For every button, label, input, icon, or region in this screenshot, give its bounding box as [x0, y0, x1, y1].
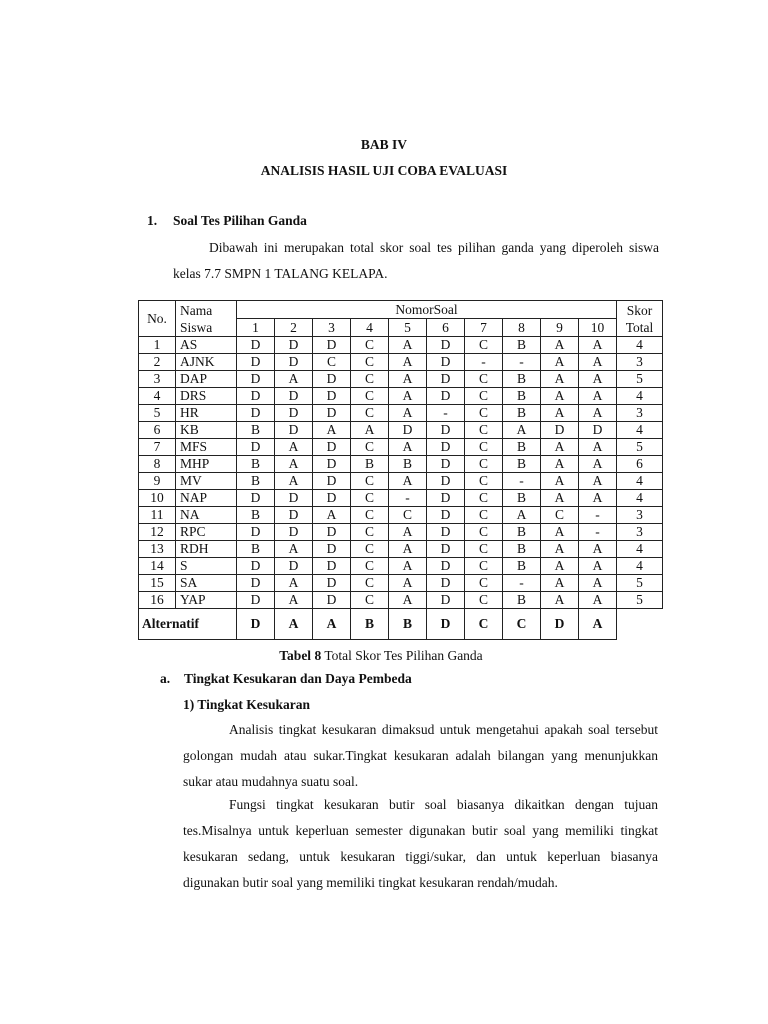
answer-cell: A	[579, 337, 617, 354]
answer-cell: C	[465, 371, 503, 388]
answer-cell: A	[579, 558, 617, 575]
answer-cell: C	[465, 473, 503, 490]
answer-cell: C	[465, 388, 503, 405]
question-number-cell: 2	[275, 319, 313, 337]
row-number-cell: 2	[139, 354, 176, 371]
answer-cell: D	[237, 592, 275, 609]
student-name-cell: MFS	[176, 439, 237, 456]
row-number-cell: 9	[139, 473, 176, 490]
answer-cell: D	[313, 456, 351, 473]
chapter-title: ANALISIS HASIL UJI COBA EVALUASI	[260, 163, 508, 178]
answer-cell: A	[541, 405, 579, 422]
answer-cell: A	[389, 524, 427, 541]
answer-cell: A	[503, 422, 541, 439]
answer-cell: A	[541, 337, 579, 354]
answer-cell: A	[541, 439, 579, 456]
table-row	[139, 592, 663, 609]
answer-cell: D	[427, 507, 465, 524]
student-name-cell: MV	[176, 473, 237, 490]
question-number-cell: 7	[465, 319, 503, 337]
answer-cell: A	[541, 473, 579, 490]
caption-label: Tabel 8	[279, 648, 322, 663]
answer-cell: C	[351, 575, 389, 592]
answer-cell: D	[237, 337, 275, 354]
answer-cell: A	[541, 354, 579, 371]
answer-cell: D	[427, 558, 465, 575]
answer-cell: D	[427, 575, 465, 592]
answer-cell: A	[579, 456, 617, 473]
answer-cell: C	[465, 507, 503, 524]
table-row	[139, 507, 663, 524]
alternatif-label: Alternatif	[139, 609, 237, 640]
answer-cell: D	[275, 405, 313, 422]
table-row	[139, 575, 663, 592]
row-number-cell: 14	[139, 558, 176, 575]
answer-cell: -	[427, 405, 465, 422]
student-name-cell: AS	[176, 337, 237, 354]
answer-cell: A	[389, 541, 427, 558]
score-cell: 6	[617, 456, 663, 473]
answer-cell: D	[313, 592, 351, 609]
score-cell: 4	[617, 388, 663, 405]
answer-cell: D	[275, 558, 313, 575]
answer-cell: A	[275, 541, 313, 558]
answer-cell: B	[503, 337, 541, 354]
answer-cell: A	[579, 575, 617, 592]
row-number-cell: 4	[139, 388, 176, 405]
table-row	[139, 422, 663, 439]
answer-cell: B	[503, 405, 541, 422]
answer-cell: A	[579, 541, 617, 558]
answer-cell: A	[275, 473, 313, 490]
answer-cell: D	[275, 524, 313, 541]
student-name-cell: RPC	[176, 524, 237, 541]
answer-cell: C	[465, 439, 503, 456]
answer-cell: D	[313, 541, 351, 558]
answer-cell: D	[275, 507, 313, 524]
student-name-cell: NA	[176, 507, 237, 524]
answer-cell: D	[313, 337, 351, 354]
answer-cell: B	[237, 507, 275, 524]
answer-cell: D	[427, 337, 465, 354]
student-name-cell: SA	[176, 575, 237, 592]
score-cell: 3	[617, 524, 663, 541]
answer-cell: A	[579, 388, 617, 405]
row-number-cell: 13	[139, 541, 176, 558]
answer-cell: B	[503, 456, 541, 473]
answer-cell: A	[541, 456, 579, 473]
answer-cell: D	[313, 524, 351, 541]
answer-cell: C	[351, 592, 389, 609]
answer-cell: C	[351, 388, 389, 405]
answer-cell: D	[275, 490, 313, 507]
answer-key-cell: A	[579, 609, 617, 640]
score-cell: 4	[617, 558, 663, 575]
subsection-a-title: Tingkat Kesukaran dan Daya Pembeda	[184, 671, 412, 686]
answer-cell: D	[237, 490, 275, 507]
answer-cell: D	[237, 371, 275, 388]
row-number-cell: 16	[139, 592, 176, 609]
answer-key-cell: B	[351, 609, 389, 640]
answer-cell: C	[351, 337, 389, 354]
subsection-a-heading	[160, 671, 412, 687]
answer-cell: A	[541, 524, 579, 541]
answer-cell: C	[465, 405, 503, 422]
answer-cell: D	[313, 439, 351, 456]
answer-cell: C	[351, 354, 389, 371]
answer-cell: C	[351, 541, 389, 558]
student-name-cell: NAP	[176, 490, 237, 507]
answer-cell: A	[579, 405, 617, 422]
answer-cell: -	[503, 354, 541, 371]
answer-cell: A	[541, 490, 579, 507]
answer-cell: C	[465, 541, 503, 558]
answer-cell: D	[389, 422, 427, 439]
table-row	[139, 405, 663, 422]
answer-cell: B	[503, 490, 541, 507]
answer-cell: A	[541, 371, 579, 388]
answer-cell: A	[389, 558, 427, 575]
score-cell: 4	[617, 337, 663, 354]
answer-cell: C	[465, 575, 503, 592]
paragraph-difficulty-1: Analisis tingkat kesukaran dimaksud untuk mengetahui apakah soal tersebut golongan mudah atau sukar.Tingkat kesukaran adalah bilangan yang menunjukkan sukar atau mudahnya suatu soal.	[183, 722, 658, 789]
answer-cell: D	[313, 575, 351, 592]
answer-cell: B	[503, 541, 541, 558]
answer-cell: A	[541, 558, 579, 575]
score-cell: 5	[617, 575, 663, 592]
answer-cell: D	[313, 490, 351, 507]
answer-cell: D	[275, 388, 313, 405]
answer-cell: C	[313, 354, 351, 371]
question-number-cell: 8	[503, 319, 541, 337]
question-number-cell: 3	[313, 319, 351, 337]
score-cell: 4	[617, 490, 663, 507]
table-caption	[138, 648, 624, 664]
answer-cell: D	[427, 541, 465, 558]
answer-cell: C	[465, 456, 503, 473]
table-header-row	[139, 301, 663, 319]
answer-cell: D	[427, 439, 465, 456]
answer-cell: B	[503, 558, 541, 575]
answer-cell: A	[275, 456, 313, 473]
alternatif-row	[139, 609, 663, 640]
score-cell: 4	[617, 541, 663, 558]
answer-cell: A	[579, 439, 617, 456]
header-questions: NomorSoal	[237, 301, 617, 319]
answer-cell: D	[427, 371, 465, 388]
subsection-a-number: a.	[160, 671, 171, 686]
score-cell: 4	[617, 473, 663, 490]
answer-cell: A	[389, 405, 427, 422]
student-name-cell: RDH	[176, 541, 237, 558]
answer-cell: B	[503, 371, 541, 388]
answer-cell: D	[275, 337, 313, 354]
answer-cell: A	[579, 354, 617, 371]
answer-cell: D	[427, 354, 465, 371]
answer-cell: A	[389, 575, 427, 592]
answer-cell: A	[275, 592, 313, 609]
answer-cell: B	[351, 456, 389, 473]
table-row	[139, 337, 663, 354]
answer-cell: D	[237, 439, 275, 456]
answer-cell: A	[275, 371, 313, 388]
intro-paragraph: Dibawah ini merupakan total skor soal tes pilihan ganda yang diperoleh siswa kelas 7.7 SMPN 1 TALANG KELAPA.	[173, 240, 659, 281]
row-number-cell: 3	[139, 371, 176, 388]
answer-cell: A	[275, 575, 313, 592]
student-name-cell: YAP	[176, 592, 237, 609]
answer-cell: A	[579, 371, 617, 388]
paragraph-difficulty-2: Fungsi tingkat kesukaran butir soal biasanya dikaitkan dengan tujuan tes.Misalnya untuk keperluan semester digunakan butir soal yang memiliki tingkat kesukaran sedang, untuk kesukaran tiggi/sukar, dan untuk keperluan biasanya digunakan butir soal yang memiliki tingkat kesukaran rendah/mudah.	[183, 797, 658, 890]
row-number-cell: 6	[139, 422, 176, 439]
answer-cell: D	[541, 422, 579, 439]
section-title: Soal Tes Pilihan Ganda	[173, 213, 307, 228]
answer-cell: D	[237, 354, 275, 371]
header-name: Nama Siswa	[176, 301, 237, 337]
table-row	[139, 388, 663, 405]
answer-cell: A	[541, 388, 579, 405]
answer-cell: A	[389, 473, 427, 490]
answer-cell: B	[503, 524, 541, 541]
answer-cell: D	[275, 354, 313, 371]
answer-cell: D	[427, 422, 465, 439]
student-name-cell: S	[176, 558, 237, 575]
question-number-cell: 4	[351, 319, 389, 337]
answer-cell: -	[579, 524, 617, 541]
answer-cell: A	[389, 337, 427, 354]
score-cell: 3	[617, 354, 663, 371]
answer-cell: C	[389, 507, 427, 524]
empty-cell	[617, 609, 663, 640]
answer-cell: D	[427, 592, 465, 609]
answer-cell: C	[351, 490, 389, 507]
table-row	[139, 541, 663, 558]
answer-cell: A	[389, 354, 427, 371]
answer-cell: A	[389, 388, 427, 405]
answer-cell: D	[237, 524, 275, 541]
answer-cell: D	[427, 456, 465, 473]
answer-cell: A	[579, 490, 617, 507]
question-number-cell: 10	[579, 319, 617, 337]
question-number-cell: 1	[237, 319, 275, 337]
answer-key-cell: C	[465, 609, 503, 640]
answer-cell: D	[313, 558, 351, 575]
answer-cell: -	[389, 490, 427, 507]
answer-cell: D	[427, 490, 465, 507]
section-heading	[147, 213, 307, 229]
answer-cell: D	[313, 405, 351, 422]
header-no: No.	[139, 301, 176, 337]
row-number-cell: 5	[139, 405, 176, 422]
answer-cell: D	[237, 558, 275, 575]
answer-cell: D	[427, 388, 465, 405]
answer-cell: D	[313, 371, 351, 388]
answer-cell: A	[541, 541, 579, 558]
answer-key-cell: B	[389, 609, 427, 640]
answer-cell: C	[465, 337, 503, 354]
chapter-heading: BAB IV	[360, 137, 408, 152]
answer-cell: C	[465, 558, 503, 575]
answer-cell: B	[503, 592, 541, 609]
row-number-cell: 8	[139, 456, 176, 473]
student-name-cell: AJNK	[176, 354, 237, 371]
answer-cell: A	[351, 422, 389, 439]
answer-key-cell: A	[313, 609, 351, 640]
answer-cell: B	[503, 439, 541, 456]
answer-cell: A	[503, 507, 541, 524]
answer-cell: C	[465, 422, 503, 439]
answer-cell: -	[579, 507, 617, 524]
answer-cell: C	[351, 558, 389, 575]
caption-text: Total Skor Tes Pilihan Ganda	[321, 648, 483, 663]
score-table	[138, 300, 663, 640]
student-name-cell: DRS	[176, 388, 237, 405]
answer-cell: A	[275, 439, 313, 456]
answer-cell: A	[313, 422, 351, 439]
answer-cell: C	[351, 507, 389, 524]
score-cell: 3	[617, 507, 663, 524]
answer-cell: B	[237, 541, 275, 558]
score-cell: 3	[617, 405, 663, 422]
answer-key-cell: D	[541, 609, 579, 640]
row-number-cell: 1	[139, 337, 176, 354]
table-row	[139, 354, 663, 371]
student-name-cell: DAP	[176, 371, 237, 388]
question-number-cell: 9	[541, 319, 579, 337]
answer-cell: A	[541, 592, 579, 609]
row-number-cell: 15	[139, 575, 176, 592]
answer-cell: B	[503, 388, 541, 405]
header-score: Skor Total	[617, 301, 663, 337]
answer-cell: B	[237, 422, 275, 439]
student-name-cell: KB	[176, 422, 237, 439]
table-row	[139, 473, 663, 490]
answer-cell: C	[465, 592, 503, 609]
subsection-1-heading: 1) Tingkat Kesukaran	[183, 697, 311, 712]
question-number-cell: 6	[427, 319, 465, 337]
answer-cell: D	[579, 422, 617, 439]
row-number-cell: 11	[139, 507, 176, 524]
answer-cell: D	[237, 405, 275, 422]
answer-cell: D	[427, 524, 465, 541]
table-row	[139, 371, 663, 388]
answer-cell: C	[351, 371, 389, 388]
answer-cell: D	[237, 575, 275, 592]
table-row	[139, 439, 663, 456]
score-cell: 5	[617, 371, 663, 388]
answer-cell: B	[237, 456, 275, 473]
table-row	[139, 524, 663, 541]
student-name-cell: HR	[176, 405, 237, 422]
answer-cell: A	[389, 371, 427, 388]
row-number-cell: 10	[139, 490, 176, 507]
score-cell: 5	[617, 439, 663, 456]
table-row	[139, 558, 663, 575]
answer-key-cell: D	[237, 609, 275, 640]
answer-cell: C	[465, 524, 503, 541]
score-cell: 4	[617, 422, 663, 439]
score-cell: 5	[617, 592, 663, 609]
answer-cell: D	[237, 388, 275, 405]
table-row	[139, 456, 663, 473]
section-number: 1.	[147, 213, 158, 228]
answer-cell: C	[351, 473, 389, 490]
answer-cell: C	[541, 507, 579, 524]
answer-cell: B	[389, 456, 427, 473]
answer-cell: A	[579, 592, 617, 609]
answer-cell: C	[351, 524, 389, 541]
answer-cell: D	[427, 473, 465, 490]
answer-key-cell: A	[275, 609, 313, 640]
row-number-cell: 7	[139, 439, 176, 456]
answer-cell: C	[351, 405, 389, 422]
answer-cell: A	[313, 507, 351, 524]
answer-cell: -	[503, 575, 541, 592]
answer-cell: C	[465, 490, 503, 507]
student-name-cell: MHP	[176, 456, 237, 473]
answer-cell: D	[275, 422, 313, 439]
answer-cell: A	[579, 473, 617, 490]
answer-cell: D	[313, 473, 351, 490]
answer-key-cell: D	[427, 609, 465, 640]
answer-cell: A	[541, 575, 579, 592]
answer-cell: -	[503, 473, 541, 490]
table-row	[139, 490, 663, 507]
answer-cell: A	[389, 439, 427, 456]
answer-cell: C	[351, 439, 389, 456]
answer-cell: A	[389, 592, 427, 609]
answer-cell: -	[465, 354, 503, 371]
row-number-cell: 12	[139, 524, 176, 541]
question-number-cell: 5	[389, 319, 427, 337]
answer-cell: B	[237, 473, 275, 490]
answer-cell: D	[313, 388, 351, 405]
answer-key-cell: C	[503, 609, 541, 640]
